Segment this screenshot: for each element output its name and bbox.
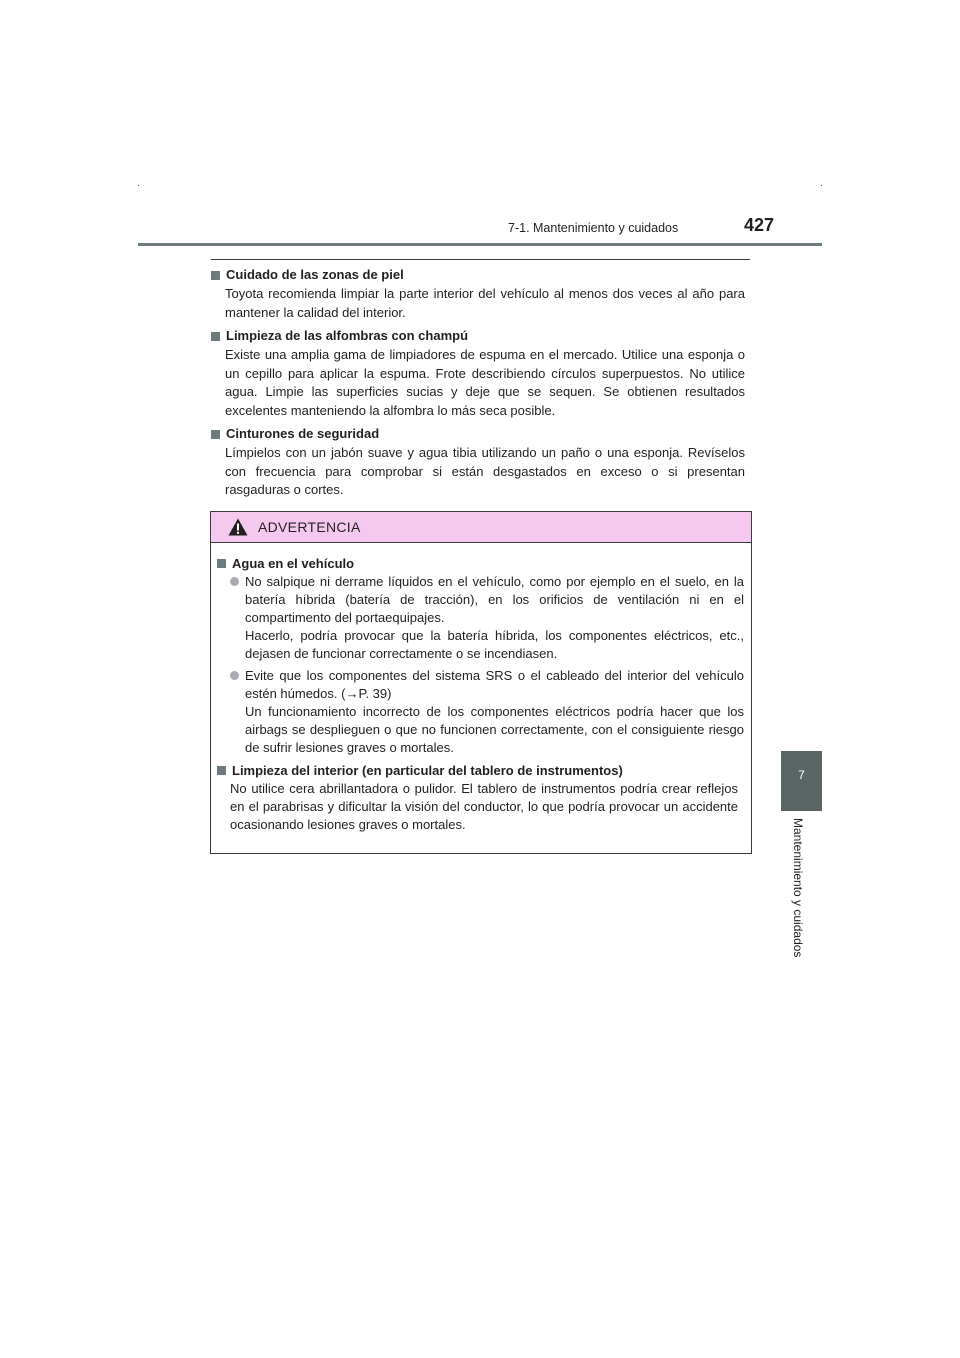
warning-triangle-icon xyxy=(228,518,248,536)
warning-bullet-text xyxy=(245,667,744,757)
warning-bullet-paragraph: Evite que los componentes del sistema SRS o el cableado del interior del vehículo estén húmedos. (→P. 39) xyxy=(245,668,744,701)
warning-bullet-paragraph: No salpique ni derrame líquidos en el vehículo, como por ejemplo en el suelo, en la batería híbrida (batería de tracción), en los orificios de ventilación ni en el compartimento del portaequipajes. xyxy=(245,574,744,625)
section-body: Toyota recomienda limpiar la parte interior del vehículo al menos dos veces al año para mantener la calidad del interior. xyxy=(225,286,745,320)
section-title-text: Limpieza de las alfombras con champú xyxy=(226,328,469,344)
warning-section-title xyxy=(217,554,744,573)
crop-mark xyxy=(821,185,822,186)
warning-bullet xyxy=(230,667,744,757)
content-rule xyxy=(211,259,750,260)
circle-bullet-icon xyxy=(230,671,239,680)
section-carpet-cleaning xyxy=(211,327,745,420)
warning-header xyxy=(211,512,751,543)
section-leather-care xyxy=(211,266,745,322)
warning-section-title-text: Limpieza del interior (en particular del tablero de instrumentos) xyxy=(232,762,623,778)
chapter-tab-label: Mantenimiento y cuidados xyxy=(791,818,805,958)
square-bullet-icon xyxy=(211,430,220,439)
crop-mark xyxy=(138,185,139,186)
main-content xyxy=(211,266,745,505)
page-number: 427 xyxy=(744,215,775,235)
header-rule xyxy=(138,243,822,246)
section-title xyxy=(211,327,745,346)
section-title-text: Cinturones de seguridad xyxy=(226,426,380,442)
circle-bullet-icon xyxy=(230,577,239,586)
running-header-section: 7-1. Mantenimiento y cuidados xyxy=(508,221,679,235)
section-title xyxy=(211,266,745,285)
warning-bullet-paragraph: Hacerlo, podría provocar que la batería híbrida, los componentes eléctricos, etc., dejasen de funcionar correctamente o se incendiasen. xyxy=(245,628,744,661)
warning-bullet-text xyxy=(245,573,744,663)
warning-section-title xyxy=(217,761,744,780)
square-bullet-icon xyxy=(211,271,220,280)
warning-section-interior-cleaning xyxy=(217,761,744,834)
warning-section-body: No utilice cera abrillantadora o pulidor. El tablero de instrumentos podría crear reflejos en el parabrisas y dificultar la visión del conductor, lo que podría provocar un accidente ocasionando lesiones graves o mortales. xyxy=(230,781,738,832)
section-title-text: Cuidado de las zonas de piel xyxy=(226,267,404,283)
warning-box xyxy=(210,511,752,854)
warning-body xyxy=(217,554,744,837)
warning-bullet-paragraph: Un funcionamiento incorrecto de los componentes eléctricos podría hacer que los airbags se desplieguen o que no funcionen correctamente, con el consiguiente riesgo de sufrir lesiones graves o mortales. xyxy=(245,704,744,755)
warning-title: ADVERTENCIA xyxy=(258,519,361,535)
section-body: Límpielos con un jabón suave y agua tibia utilizando un paño o una esponja. Revíselos con frecuencia para comprobar si están desgastados en exceso o si presentan rasgaduras o cortes. xyxy=(225,445,745,497)
section-seat-belts xyxy=(211,425,745,500)
warning-bullet xyxy=(230,573,744,663)
square-bullet-icon xyxy=(217,766,226,775)
square-bullet-icon xyxy=(217,559,226,568)
section-title xyxy=(211,425,745,444)
warning-section-title-text: Agua en el vehículo xyxy=(232,555,355,571)
warning-section-water xyxy=(217,554,744,757)
chapter-tab-number: 7 xyxy=(798,768,805,782)
square-bullet-icon xyxy=(211,332,220,341)
section-body: Existe una amplia gama de limpiadores de espuma en el mercado. Utilice una esponja o un cepillo para aplicar la espuma. Frote describiendo círculos superpuestos. No utilice agua. Limpie las superficies sucias y deje que se sequen. Se obtienen resultados excelentes manteniendo la alfombra lo más seca posible. xyxy=(225,347,745,418)
